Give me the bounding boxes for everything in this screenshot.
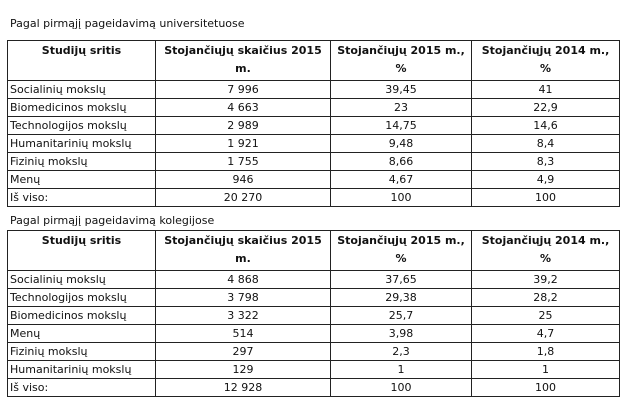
table-cell: 297 — [156, 343, 331, 361]
table-cell: 100 — [472, 379, 620, 397]
row-label: Iš viso: — [8, 189, 156, 207]
table-cell: 29,38 — [331, 289, 472, 307]
table-cell: 39,45 — [331, 81, 472, 99]
table-row — [8, 289, 620, 307]
table-cell: 20 270 — [156, 189, 331, 207]
column-header: Stojančiųjų 2014 m., % — [472, 41, 620, 81]
row-label: Iš viso: — [8, 379, 156, 397]
column-header: Stojančiųjų skaičius 2015 m. — [156, 41, 331, 81]
table-cell: 1 921 — [156, 135, 331, 153]
table-cell: 4,67 — [331, 171, 472, 189]
table-cell: 3,98 — [331, 325, 472, 343]
table-cell: 41 — [472, 81, 620, 99]
table-cell: 100 — [331, 189, 472, 207]
table-cell: 8,4 — [472, 135, 620, 153]
table-body — [8, 271, 620, 397]
header-row — [8, 41, 620, 81]
table-cell: 946 — [156, 171, 331, 189]
table-cell: 2,3 — [331, 343, 472, 361]
row-label: Humanitarinių mokslų — [8, 135, 156, 153]
row-label: Socialinių mokslų — [8, 81, 156, 99]
table-row — [8, 343, 620, 361]
table-row — [8, 135, 620, 153]
table-cell: 22,9 — [472, 99, 620, 117]
universities-table — [7, 40, 620, 207]
table-row — [8, 153, 620, 171]
row-label: Menų — [8, 325, 156, 343]
table-cell: 1,8 — [472, 343, 620, 361]
colleges-caption: Pagal pirmąjį pageidavimą kolegijose — [10, 214, 215, 227]
table-row — [8, 189, 620, 207]
table-cell: 1 755 — [156, 153, 331, 171]
table-row — [8, 325, 620, 343]
table-row — [8, 271, 620, 289]
table-cell: 3 798 — [156, 289, 331, 307]
row-label: Fizinių mokslų — [8, 343, 156, 361]
table-header — [8, 231, 620, 271]
table-row — [8, 117, 620, 135]
table-cell: 100 — [331, 379, 472, 397]
table-cell: 25,7 — [331, 307, 472, 325]
column-header: Stojančiųjų skaičius 2015 m. — [156, 231, 331, 271]
row-label: Technologijos mokslų — [8, 289, 156, 307]
row-label: Socialinių mokslų — [8, 271, 156, 289]
row-label: Biomedicinos mokslų — [8, 307, 156, 325]
table-cell: 25 — [472, 307, 620, 325]
table-row — [8, 99, 620, 117]
table-row — [8, 171, 620, 189]
table-cell: 4 663 — [156, 99, 331, 117]
table-cell: 1 — [472, 361, 620, 379]
table-cell: 39,2 — [472, 271, 620, 289]
table-header — [8, 41, 620, 81]
row-label: Biomedicinos mokslų — [8, 99, 156, 117]
column-header: Stojančiųjų 2014 m., % — [472, 231, 620, 271]
table-cell: 28,2 — [472, 289, 620, 307]
table-body — [8, 81, 620, 207]
table-cell: 14,75 — [331, 117, 472, 135]
table-row — [8, 361, 620, 379]
header-row — [8, 231, 620, 271]
row-label: Menų — [8, 171, 156, 189]
table-cell: 14,6 — [472, 117, 620, 135]
column-header: Studijų sritis — [8, 231, 156, 271]
table-row — [8, 81, 620, 99]
table-cell: 9,48 — [331, 135, 472, 153]
table-cell: 129 — [156, 361, 331, 379]
table-cell: 4 868 — [156, 271, 331, 289]
colleges-table — [7, 230, 620, 397]
column-header: Stojančiųjų 2015 m., % — [331, 41, 472, 81]
table-cell: 12 928 — [156, 379, 331, 397]
table-cell: 4,9 — [472, 171, 620, 189]
table-row — [8, 379, 620, 397]
row-label: Fizinių mokslų — [8, 153, 156, 171]
table-cell: 8,3 — [472, 153, 620, 171]
table-cell: 4,7 — [472, 325, 620, 343]
table-cell: 514 — [156, 325, 331, 343]
table-cell: 2 989 — [156, 117, 331, 135]
universities-caption: Pagal pirmąjį pageidavimą universitetuose — [10, 17, 245, 30]
table-cell: 23 — [331, 99, 472, 117]
table-cell: 7 996 — [156, 81, 331, 99]
table-cell: 3 322 — [156, 307, 331, 325]
table-cell: 8,66 — [331, 153, 472, 171]
table-cell: 100 — [472, 189, 620, 207]
row-label: Technologijos mokslų — [8, 117, 156, 135]
column-header: Studijų sritis — [8, 41, 156, 81]
column-header: Stojančiųjų 2015 m., % — [331, 231, 472, 271]
row-label: Humanitarinių mokslų — [8, 361, 156, 379]
table-cell: 1 — [331, 361, 472, 379]
table-cell: 37,65 — [331, 271, 472, 289]
table-row — [8, 307, 620, 325]
